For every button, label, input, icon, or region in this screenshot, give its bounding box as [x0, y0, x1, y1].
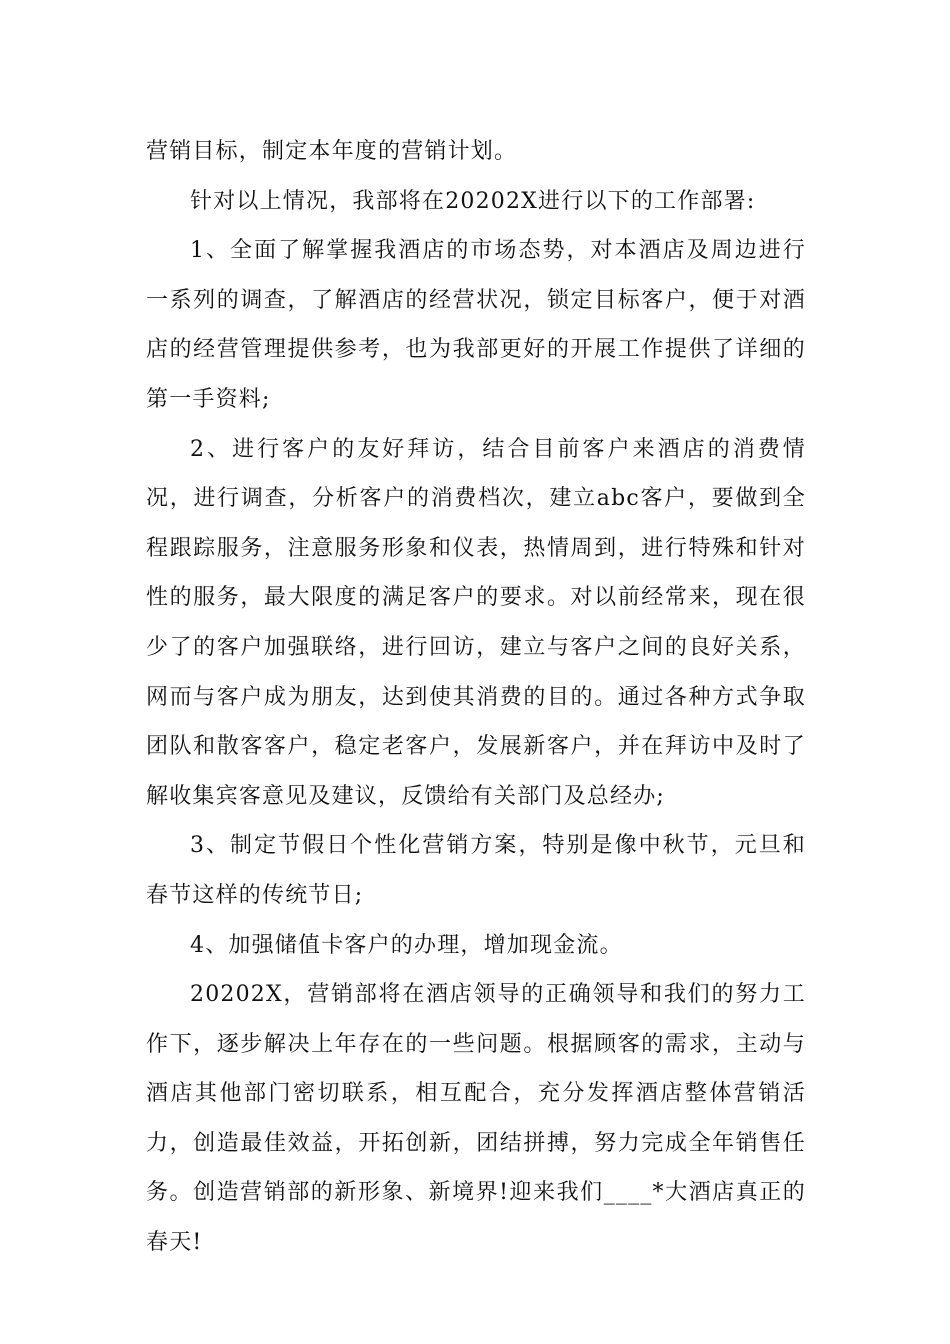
- paragraph-item-3: 3、制定节假日个性化营销方案，特别是像中秋节，元旦和春节这样的传统节日;: [146, 833, 806, 908]
- paragraph-continuation: 营销目标，制定本年度的营销计划。: [146, 139, 518, 164]
- paragraph-item-4: 4、加强储值卡客户的办理，增加现金流。: [190, 932, 623, 958]
- paragraph-intro: 针对以上情况，我部将在20202X进行以下的工作部署:: [190, 188, 756, 214]
- paragraph-conclusion: 20202X，营销部将在酒店领导的正确领导和我们的努力工作下，逐步解决上年存在的一些问题。根据顾客的需求，主动与酒店其他部门密切联系，相互配合，充分发挥酒店整体营销活力，创造最佳效益，开拓创新，团结拼搏，努力完成全年销售任务。创造营销部的新形象、新境界!迎来我们____*大酒店真正的春天!: [146, 982, 806, 1256]
- document-body: [146, 127, 806, 1268]
- paragraph-item-1: 1、全面了解掌握我酒店的市场态势，对本酒店及周边进行一系列的调查，了解酒店的经营状况，锁定目标客户，便于对酒店的经营管理提供参考，也为我部更好的开展工作提供了详细的第一手资料;: [146, 238, 806, 412]
- paragraph-item-2: 2、进行客户的友好拜访，结合目前客户来酒店的消费情况，进行调查，分析客户的消费档次，建立abc客户，要做到全程跟踪服务，注意服务形象和仪表，热情周到，进行特殊和针对性的服务，最大限度的满足客户的要求。对以前经常来，现在很少了的客户加强联络，进行回访，建立与客户之间的良好关系，网而与客户成为朋友，达到使其消费的目的。通过各种方式争取团队和散客客户，稳定老客户，发展新客户，并在拜访中及时了解收集宾客意见及建议，反馈给有关部门及总经办;: [146, 436, 806, 809]
